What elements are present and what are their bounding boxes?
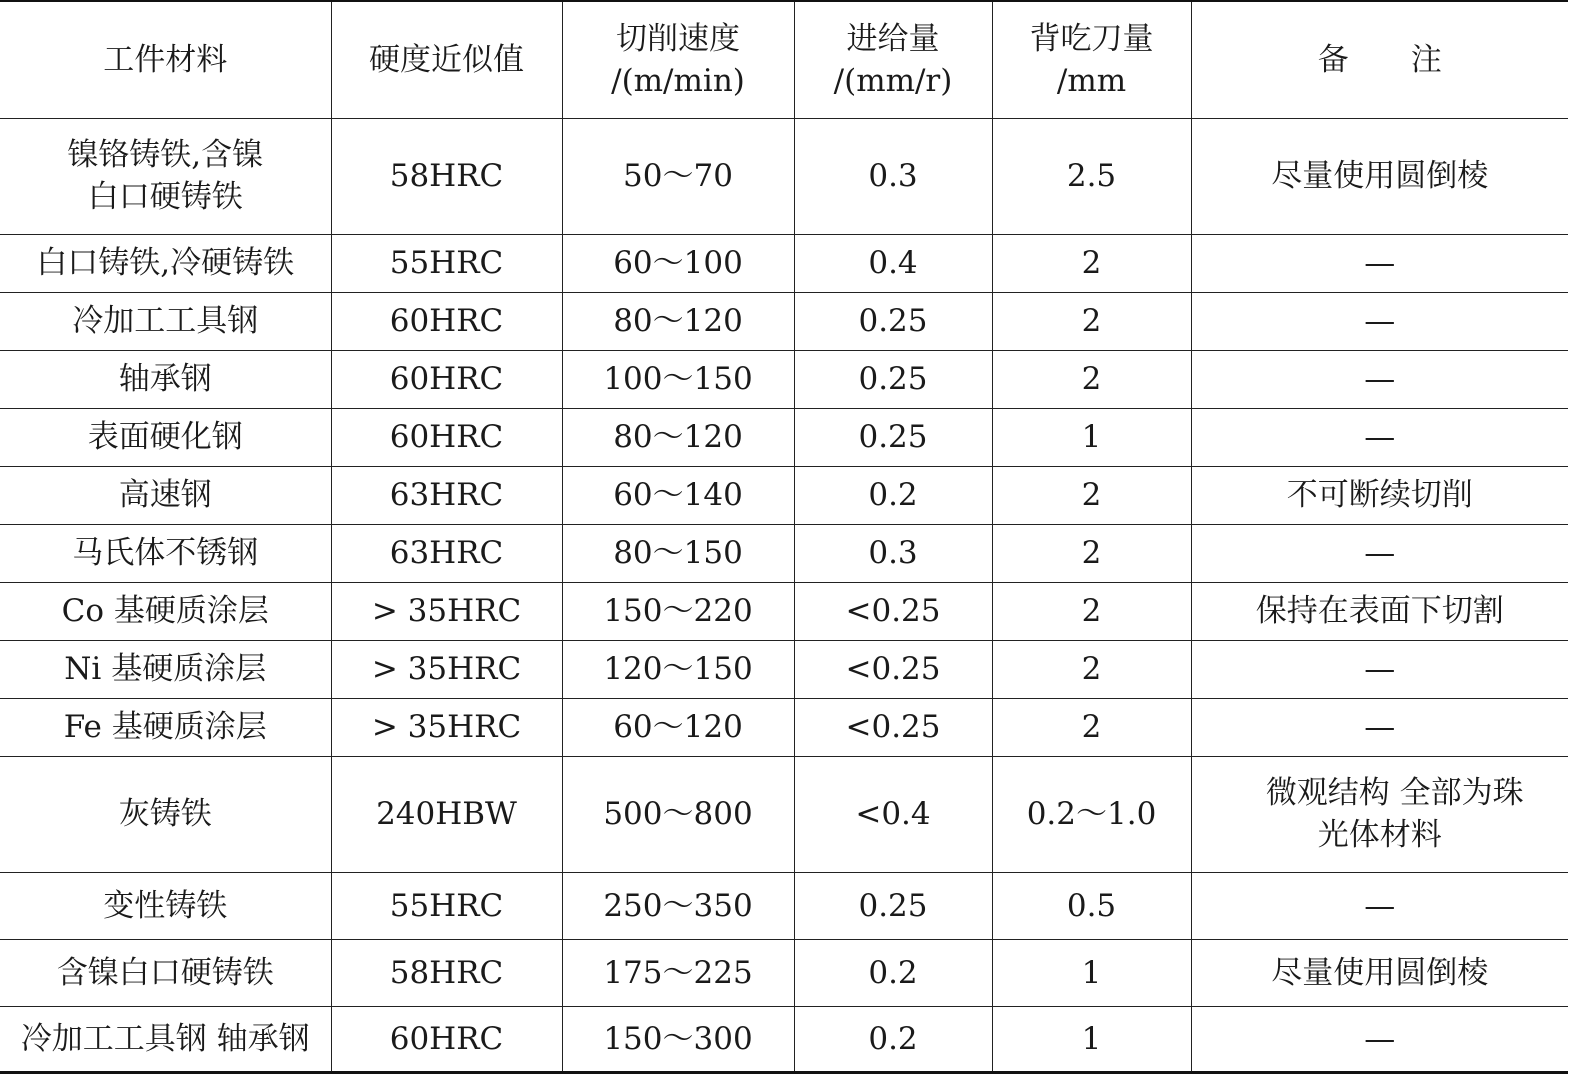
table-row bbox=[0, 1006, 1568, 1072]
cell-material bbox=[0, 524, 331, 582]
cell-depth-of-cut: 2 bbox=[992, 524, 1191, 582]
cell-cutting-speed: 80～150 bbox=[562, 524, 794, 582]
cell-feed: <0.4 bbox=[794, 756, 992, 872]
material-line: 变性铸铁 bbox=[103, 887, 228, 924]
cell-hardness: > 35HRC bbox=[331, 640, 562, 698]
cell-feed: 0.3 bbox=[794, 118, 992, 234]
material-line: 高速钢 bbox=[118, 477, 212, 513]
cell-depth-of-cut: 2.5 bbox=[992, 118, 1191, 234]
cell-depth-of-cut: 2 bbox=[992, 350, 1191, 408]
cell-cutting-speed: 60～120 bbox=[562, 698, 794, 756]
cell-feed: 0.25 bbox=[794, 872, 992, 939]
cell-hardness: 60HRC bbox=[331, 292, 562, 350]
cell-cutting-speed: 120～150 bbox=[562, 640, 794, 698]
cell-depth-of-cut: 2 bbox=[992, 582, 1191, 640]
cell-hardness: 58HRC bbox=[331, 118, 562, 234]
cell-cutting-speed: 80～120 bbox=[562, 292, 794, 350]
material-line: Co 基硬质涂层 bbox=[61, 593, 269, 629]
cell-material bbox=[0, 466, 331, 524]
header-cutting-speed bbox=[562, 1, 794, 118]
cell-material bbox=[0, 872, 331, 939]
header-feed bbox=[794, 1, 992, 118]
cell-depth-of-cut: 2 bbox=[992, 698, 1191, 756]
cell-hardness: 60HRC bbox=[331, 350, 562, 408]
cell-depth-of-cut: 1 bbox=[992, 939, 1191, 1006]
header-depth-line1: 背吃刀量 bbox=[1029, 20, 1154, 57]
cell-depth-of-cut: 2 bbox=[992, 640, 1191, 698]
cell-cutting-speed: 150～300 bbox=[562, 1006, 794, 1072]
cell-material bbox=[0, 234, 331, 292]
cell-feed: 0.3 bbox=[794, 524, 992, 582]
cell-hardness: 63HRC bbox=[331, 466, 562, 524]
cell-material bbox=[0, 640, 331, 698]
material-line: Fe 基硬质涂层 bbox=[63, 709, 267, 745]
material-line: 镍铬铸铁,含镍 bbox=[67, 137, 264, 173]
header-note: 备 注 bbox=[1191, 1, 1568, 118]
cell-note: — bbox=[1191, 1006, 1568, 1072]
material-line: Ni 基硬质涂层 bbox=[64, 651, 267, 687]
cell-note: — bbox=[1191, 698, 1568, 756]
material-line: 白口硬铸铁 bbox=[87, 179, 243, 215]
cell-hardness: 240HBW bbox=[331, 756, 562, 872]
cell-material bbox=[0, 350, 331, 408]
table-row bbox=[0, 408, 1568, 466]
cell-note: 尽量使用圆倒棱 bbox=[1191, 118, 1568, 234]
cell-cutting-speed: 150～220 bbox=[562, 582, 794, 640]
cell-depth-of-cut: 2 bbox=[992, 234, 1191, 292]
table-row bbox=[0, 939, 1568, 1006]
cell-feed: 0.4 bbox=[794, 234, 992, 292]
cell-note: — bbox=[1191, 292, 1568, 350]
header-depth-unit: /mm bbox=[1056, 62, 1127, 99]
header-hardness: 硬度近似值 bbox=[331, 1, 562, 118]
cell-note: 保持在表面下切割 bbox=[1191, 582, 1568, 640]
table-row bbox=[0, 466, 1568, 524]
cell-material bbox=[0, 756, 331, 872]
table-row bbox=[0, 756, 1568, 872]
table-row bbox=[0, 234, 1568, 292]
cell-material bbox=[0, 582, 331, 640]
cell-note: — bbox=[1191, 640, 1568, 698]
header-depth-of-cut bbox=[992, 1, 1191, 118]
cell-cutting-speed: 50～70 bbox=[562, 118, 794, 234]
cell-feed: <0.25 bbox=[794, 640, 992, 698]
cell-material bbox=[0, 698, 331, 756]
cell-feed: <0.25 bbox=[794, 698, 992, 756]
cell-depth-of-cut: 2 bbox=[992, 466, 1191, 524]
table-row bbox=[0, 292, 1568, 350]
cell-material bbox=[0, 408, 331, 466]
cell-cutting-speed: 175～225 bbox=[562, 939, 794, 1006]
cell-depth-of-cut: 0.5 bbox=[992, 872, 1191, 939]
cell-cutting-speed: 250～350 bbox=[562, 872, 794, 939]
cell-note bbox=[1191, 756, 1568, 872]
cell-feed: <0.25 bbox=[794, 582, 992, 640]
cell-hardness: 60HRC bbox=[331, 408, 562, 466]
cell-material bbox=[0, 118, 331, 234]
cell-depth-of-cut: 2 bbox=[992, 292, 1191, 350]
cell-feed: 0.25 bbox=[794, 350, 992, 408]
cell-cutting-speed: 100～150 bbox=[562, 350, 794, 408]
material-line: 轴承钢 bbox=[118, 361, 212, 397]
cell-note: — bbox=[1191, 350, 1568, 408]
cell-feed: 0.25 bbox=[794, 292, 992, 350]
cell-hardness: 60HRC bbox=[331, 1006, 562, 1072]
cell-note: — bbox=[1191, 872, 1568, 939]
cell-hardness: 58HRC bbox=[331, 939, 562, 1006]
table-row bbox=[0, 524, 1568, 582]
cell-hardness: 55HRC bbox=[331, 234, 562, 292]
header-material: 工件材料 bbox=[0, 1, 331, 118]
cell-note: 不可断续切削 bbox=[1191, 466, 1568, 524]
header-feed-unit: /(mm/r) bbox=[833, 62, 953, 99]
cell-depth-of-cut: 1 bbox=[992, 1006, 1191, 1072]
note-line: 微观结构 全部为珠 bbox=[1265, 775, 1524, 811]
material-line: 冷加工工具钢 bbox=[72, 303, 259, 339]
cell-note: — bbox=[1191, 234, 1568, 292]
material-line: 白口铸铁,冷硬铸铁 bbox=[36, 245, 295, 281]
note-line: 光体材料 bbox=[1317, 817, 1442, 853]
header-speed-unit: /(m/min) bbox=[611, 62, 745, 99]
cell-hardness: 55HRC bbox=[331, 872, 562, 939]
cell-note: — bbox=[1191, 524, 1568, 582]
header-row bbox=[0, 1, 1568, 118]
material-line: 灰铸铁 bbox=[118, 796, 212, 832]
cell-hardness: 63HRC bbox=[331, 524, 562, 582]
cell-feed: 0.2 bbox=[794, 939, 992, 1006]
cell-hardness: > 35HRC bbox=[331, 582, 562, 640]
table-row bbox=[0, 872, 1568, 939]
cell-depth-of-cut: 0.2～1.0 bbox=[992, 756, 1191, 872]
cell-feed: 0.2 bbox=[794, 1006, 992, 1072]
header-feed-line1: 进给量 bbox=[846, 20, 940, 57]
cell-cutting-speed: 60～140 bbox=[562, 466, 794, 524]
cell-material bbox=[0, 292, 331, 350]
cell-cutting-speed: 80～120 bbox=[562, 408, 794, 466]
cell-cutting-speed: 60～100 bbox=[562, 234, 794, 292]
cell-material bbox=[0, 1006, 331, 1072]
table-row bbox=[0, 582, 1568, 640]
cell-depth-of-cut: 1 bbox=[992, 408, 1191, 466]
table-row bbox=[0, 118, 1568, 234]
table-row bbox=[0, 698, 1568, 756]
material-line: 表面硬化钢 bbox=[87, 419, 243, 455]
table-row bbox=[0, 350, 1568, 408]
cell-material bbox=[0, 939, 331, 1006]
cell-hardness: > 35HRC bbox=[331, 698, 562, 756]
material-line: 冷加工工具钢 轴承钢 bbox=[20, 1020, 310, 1057]
table-body bbox=[0, 118, 1568, 1072]
material-line: 马氏体不锈钢 bbox=[72, 535, 259, 571]
header-speed-line1: 切削速度 bbox=[616, 20, 740, 57]
material-line: 含镍白口硬铸铁 bbox=[56, 954, 274, 991]
cell-feed: 0.2 bbox=[794, 466, 992, 524]
table-row bbox=[0, 640, 1568, 698]
cell-feed: 0.25 bbox=[794, 408, 992, 466]
cell-note: — bbox=[1191, 408, 1568, 466]
cell-cutting-speed: 500～800 bbox=[562, 756, 794, 872]
cell-note: 尽量使用圆倒棱 bbox=[1191, 939, 1568, 1006]
